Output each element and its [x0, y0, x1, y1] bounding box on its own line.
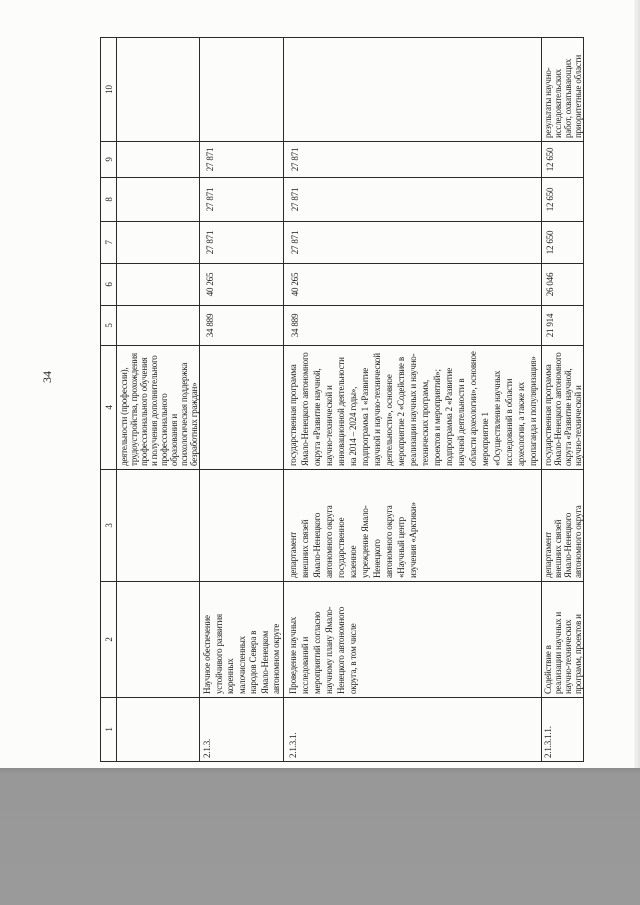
header-col-6: 6 [101, 264, 117, 306]
cell-executor [200, 470, 284, 582]
cell-value-col8: 27 871 [284, 178, 542, 222]
cell-number: 2.1.3.1.1. [542, 698, 584, 762]
table-row [117, 38, 200, 762]
cell-value-col8: 27 871 [200, 178, 284, 222]
cell-result: результаты научно- исследовательских работ, охватывающих приоритетные области [542, 38, 584, 142]
cell-program: государственная программа Ямало-Ненецкого автономного округа «Развитие научной, научно-технической и [542, 346, 584, 470]
header-col-4: 4 [101, 346, 117, 470]
cell-value-col6: 40 265 [200, 264, 284, 306]
header-col-7: 7 [101, 222, 117, 264]
table-row [200, 38, 284, 762]
cell-program: деятельности (профессии), трудоустройства, прохождения профессионального обучения и получения дополнительного профессионального образования и психологическая поддержка безработных граждан» [117, 346, 200, 470]
cell-value-col6: 26 046 [542, 264, 584, 306]
rotated-table-container [100, 38, 582, 762]
cell-value-col5 [117, 306, 200, 346]
header-row [101, 38, 117, 762]
paper-edge [634, 0, 640, 768]
table-row [542, 38, 584, 762]
cell-program [200, 346, 284, 470]
header-col-10: 10 [101, 38, 117, 142]
cell-activity: Содействие в реализации научных и научно-технических программ, проектов и [542, 582, 584, 698]
cell-number: 2.1.3.1. [284, 698, 542, 762]
cell-value-col9: 27 871 [200, 142, 284, 178]
cell-activity: Проведение научных исследований и мероприятий согласно научному плану Ямало- Ненецкого автономного округа, в том числе [284, 582, 542, 698]
cell-result [200, 38, 284, 142]
header-col-5: 5 [101, 306, 117, 346]
cell-value-col7: 27 871 [284, 222, 542, 264]
cell-value-col5: 34 889 [284, 306, 542, 346]
cell-value-col7: 12 650 [542, 222, 584, 264]
cell-value-col6: 40 265 [284, 264, 542, 306]
cell-value-col8: 12 650 [542, 178, 584, 222]
cell-value-col6 [117, 264, 200, 306]
cell-value-col5: 21 914 [542, 306, 584, 346]
cell-value-col9 [117, 142, 200, 178]
cell-activity [117, 582, 200, 698]
cell-value-col7 [117, 222, 200, 264]
header-col-3: 3 [101, 470, 117, 582]
cell-executor: департамент внешних связей Ямало-Ненецкого автономного округа государственное казенное учреждение Ямало- Ненецкого автономного округа «Научный центр изучения «Арктики» [284, 470, 542, 582]
header-col-9: 9 [101, 142, 117, 178]
cell-value-col9: 27 871 [284, 142, 542, 178]
header-col-8: 8 [101, 178, 117, 222]
cell-value-col9: 12 650 [542, 142, 584, 178]
cell-value-col8 [117, 178, 200, 222]
cell-value-col7: 27 871 [200, 222, 284, 264]
cell-value-col5: 34 889 [200, 306, 284, 346]
cell-program: государственная программа Ямало-Ненецкого автономного округа «Развитие научной, научно-технической и инновационной деятельности на 2014 – 2024 годы», подпрограмма 1 «Развитие научной и научно-технической деятельности», основное мероприятие 2 «Содействие в реализации научных и научно- технических программ, проектов и мероприятий»; подпрограмма 2 «Развитие научной деятельности в области археологии», основное мероприятие 1 «Осуществление научных исследований в области археологии, а также их пропаганда и популяризация» [284, 346, 542, 470]
cell-result [117, 38, 200, 142]
header-col-2: 2 [101, 582, 117, 698]
cell-number: 2.1.3. [200, 698, 284, 762]
cell-executor: департамент внешних связей Ямало-Ненецкого автономного округа [542, 470, 584, 582]
cell-number [117, 698, 200, 762]
table-row [284, 38, 542, 762]
cell-activity: Научное обеспечение устойчивого развития коренных малочисленных народов Севера в Ямало-Ненецком автономном округе [200, 582, 284, 698]
cell-executor [117, 470, 200, 582]
scanner-background [0, 768, 640, 905]
program-table [100, 37, 584, 762]
cell-result [284, 38, 542, 142]
header-col-1: 1 [101, 698, 117, 762]
page-number: 34 [40, 371, 54, 383]
